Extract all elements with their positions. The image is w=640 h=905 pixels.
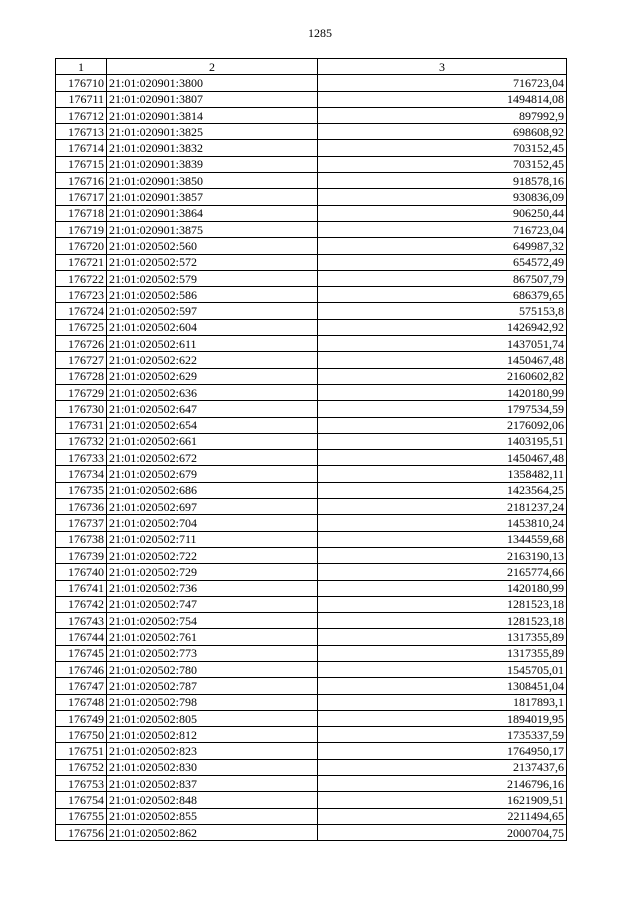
row-number-cell: 176744 — [56, 629, 107, 645]
value-cell: 703152,45 — [318, 140, 567, 156]
row-number-cell: 176715 — [56, 156, 107, 172]
cadastral-number-cell: 21:01:020502:837 — [107, 776, 318, 792]
table-row — [56, 547, 567, 563]
cadastral-number-cell: 21:01:020901:3875 — [107, 221, 318, 237]
table-row — [56, 694, 567, 710]
table-row — [56, 645, 567, 661]
value-cell: 1426942,92 — [318, 319, 567, 335]
table-row — [56, 368, 567, 384]
table-row — [56, 417, 567, 433]
table-row — [56, 140, 567, 156]
row-number-cell: 176753 — [56, 776, 107, 792]
value-cell: 2146796,16 — [318, 776, 567, 792]
row-number-cell: 176754 — [56, 792, 107, 808]
table-row — [56, 401, 567, 417]
table-row — [56, 205, 567, 221]
cadastral-number-cell: 21:01:020502:798 — [107, 694, 318, 710]
table-row — [56, 270, 567, 286]
value-cell: 2165774,66 — [318, 564, 567, 580]
cadastral-number-cell: 21:01:020502:711 — [107, 531, 318, 547]
table-row — [56, 189, 567, 205]
table-row — [56, 499, 567, 515]
value-cell: 703152,45 — [318, 156, 567, 172]
value-cell: 1797534,59 — [318, 401, 567, 417]
table-row — [56, 254, 567, 270]
row-number-cell: 176722 — [56, 270, 107, 286]
value-cell: 716723,04 — [318, 75, 567, 91]
row-number-cell: 176729 — [56, 384, 107, 400]
value-cell: 1308451,04 — [318, 678, 567, 694]
value-cell: 2160602,82 — [318, 368, 567, 384]
row-number-cell: 176720 — [56, 238, 107, 254]
row-number-cell: 176735 — [56, 482, 107, 498]
cadastral-number-cell: 21:01:020901:3800 — [107, 75, 318, 91]
cadastral-number-cell: 21:01:020502:747 — [107, 596, 318, 612]
cadastral-number-cell: 21:01:020502:761 — [107, 629, 318, 645]
table-row — [56, 727, 567, 743]
table-row — [56, 743, 567, 759]
table-row — [56, 759, 567, 775]
cadastral-number-cell: 21:01:020901:3814 — [107, 107, 318, 123]
row-number-cell: 176743 — [56, 613, 107, 629]
row-number-cell: 176751 — [56, 743, 107, 759]
cadastral-number-cell: 21:01:020502:586 — [107, 287, 318, 303]
value-cell: 918578,16 — [318, 173, 567, 189]
row-number-cell: 176717 — [56, 189, 107, 205]
cadastral-number-cell: 21:01:020502:622 — [107, 352, 318, 368]
table-row — [56, 466, 567, 482]
header-row — [56, 59, 567, 75]
row-number-cell: 176740 — [56, 564, 107, 580]
row-number-cell: 176718 — [56, 205, 107, 221]
row-number-cell: 176756 — [56, 824, 107, 840]
cadastral-number-cell: 21:01:020502:780 — [107, 661, 318, 677]
cadastral-number-cell: 21:01:020502:647 — [107, 401, 318, 417]
table-row — [56, 792, 567, 808]
cadastral-number-cell: 21:01:020502:704 — [107, 515, 318, 531]
cadastral-number-cell: 21:01:020502:672 — [107, 450, 318, 466]
table-row — [56, 124, 567, 140]
value-cell: 1894019,95 — [318, 710, 567, 726]
data-table — [55, 58, 567, 841]
row-number-cell: 176750 — [56, 727, 107, 743]
cadastral-number-cell: 21:01:020502:823 — [107, 743, 318, 759]
column-header-1: 1 — [56, 59, 107, 75]
row-number-cell: 176721 — [56, 254, 107, 270]
value-cell: 1281523,18 — [318, 596, 567, 612]
table-row — [56, 319, 567, 335]
value-cell: 1423564,25 — [318, 482, 567, 498]
row-number-cell: 176755 — [56, 808, 107, 824]
value-cell: 2181237,24 — [318, 499, 567, 515]
cadastral-number-cell: 21:01:020502:736 — [107, 580, 318, 596]
cadastral-number-cell: 21:01:020502:560 — [107, 238, 318, 254]
row-number-cell: 176712 — [56, 107, 107, 123]
cadastral-number-cell: 21:01:020502:629 — [107, 368, 318, 384]
row-number-cell: 176736 — [56, 499, 107, 515]
value-cell: 2000704,75 — [318, 824, 567, 840]
cadastral-number-cell: 21:01:020502:611 — [107, 336, 318, 352]
table-row — [56, 661, 567, 677]
row-number-cell: 176739 — [56, 547, 107, 563]
table-row — [56, 336, 567, 352]
value-cell: 897992,9 — [318, 107, 567, 123]
value-cell: 1817893,1 — [318, 694, 567, 710]
value-cell: 1450467,48 — [318, 352, 567, 368]
cadastral-number-cell: 21:01:020502:848 — [107, 792, 318, 808]
cadastral-number-cell: 21:01:020502:636 — [107, 384, 318, 400]
value-cell: 1420180,99 — [318, 384, 567, 400]
page-number: 1285 — [308, 26, 332, 40]
row-number-cell: 176711 — [56, 91, 107, 107]
cadastral-number-cell: 21:01:020502:773 — [107, 645, 318, 661]
table-row — [56, 107, 567, 123]
cadastral-number-cell: 21:01:020901:3864 — [107, 205, 318, 221]
cadastral-number-cell: 21:01:020502:729 — [107, 564, 318, 580]
cadastral-number-cell: 21:01:020901:3807 — [107, 91, 318, 107]
row-number-cell: 176724 — [56, 303, 107, 319]
table-row — [56, 678, 567, 694]
cadastral-number-cell: 21:01:020901:3832 — [107, 140, 318, 156]
row-number-cell: 176747 — [56, 678, 107, 694]
value-cell: 1450467,48 — [318, 450, 567, 466]
table-row — [56, 303, 567, 319]
row-number-cell: 176733 — [56, 450, 107, 466]
cadastral-number-cell: 21:01:020502:679 — [107, 466, 318, 482]
value-cell: 716723,04 — [318, 221, 567, 237]
cadastral-number-cell: 21:01:020502:654 — [107, 417, 318, 433]
cadastral-number-cell: 21:01:020502:862 — [107, 824, 318, 840]
table-row — [56, 808, 567, 824]
cadastral-number-cell: 21:01:020901:3839 — [107, 156, 318, 172]
row-number-cell: 176731 — [56, 417, 107, 433]
value-cell: 867507,79 — [318, 270, 567, 286]
cadastral-number-cell: 21:01:020901:3857 — [107, 189, 318, 205]
table-row — [56, 156, 567, 172]
table-row — [56, 450, 567, 466]
value-cell: 1317355,89 — [318, 645, 567, 661]
row-number-cell: 176738 — [56, 531, 107, 547]
table-row — [56, 776, 567, 792]
row-number-cell: 176732 — [56, 433, 107, 449]
table-row — [56, 352, 567, 368]
cadastral-number-cell: 21:01:020502:830 — [107, 759, 318, 775]
table-row — [56, 564, 567, 580]
cadastral-number-cell: 21:01:020502:805 — [107, 710, 318, 726]
value-cell: 575153,8 — [318, 303, 567, 319]
column-header-2: 2 — [107, 59, 318, 75]
value-cell: 1403195,51 — [318, 433, 567, 449]
cadastral-number-cell: 21:01:020502:579 — [107, 270, 318, 286]
value-cell: 698608,92 — [318, 124, 567, 140]
cadastral-number-cell: 21:01:020901:3825 — [107, 124, 318, 140]
column-header-3: 3 — [318, 59, 567, 75]
value-cell: 930836,09 — [318, 189, 567, 205]
row-number-cell: 176749 — [56, 710, 107, 726]
value-cell: 1735337,59 — [318, 727, 567, 743]
table-row — [56, 580, 567, 596]
row-number-cell: 176752 — [56, 759, 107, 775]
row-number-cell: 176726 — [56, 336, 107, 352]
cadastral-number-cell: 21:01:020502:787 — [107, 678, 318, 694]
row-number-cell: 176727 — [56, 352, 107, 368]
value-cell: 649987,32 — [318, 238, 567, 254]
value-cell: 1437051,74 — [318, 336, 567, 352]
row-number-cell: 176723 — [56, 287, 107, 303]
table-row — [56, 384, 567, 400]
cadastral-number-cell: 21:01:020502:697 — [107, 499, 318, 515]
table-row — [56, 221, 567, 237]
row-number-cell: 176737 — [56, 515, 107, 531]
table-row — [56, 173, 567, 189]
row-number-cell: 176748 — [56, 694, 107, 710]
cadastral-number-cell: 21:01:020901:3850 — [107, 173, 318, 189]
cadastral-number-cell: 21:01:020502:686 — [107, 482, 318, 498]
table-row — [56, 91, 567, 107]
table-row — [56, 238, 567, 254]
table-row — [56, 824, 567, 840]
cadastral-number-cell: 21:01:020502:855 — [107, 808, 318, 824]
cadastral-number-cell: 21:01:020502:754 — [107, 613, 318, 629]
table-row — [56, 613, 567, 629]
row-number-cell: 176742 — [56, 596, 107, 612]
row-number-cell: 176745 — [56, 645, 107, 661]
value-cell: 2163190,13 — [318, 547, 567, 563]
table-row — [56, 482, 567, 498]
value-cell: 1358482,11 — [318, 466, 567, 482]
value-cell: 1764950,17 — [318, 743, 567, 759]
table-row — [56, 710, 567, 726]
value-cell: 1621909,51 — [318, 792, 567, 808]
row-number-cell: 176728 — [56, 368, 107, 384]
row-number-cell: 176713 — [56, 124, 107, 140]
table-row — [56, 433, 567, 449]
table-row — [56, 629, 567, 645]
row-number-cell: 176714 — [56, 140, 107, 156]
cadastral-number-cell: 21:01:020502:722 — [107, 547, 318, 563]
table-row — [56, 75, 567, 91]
row-number-cell: 176741 — [56, 580, 107, 596]
value-cell: 906250,44 — [318, 205, 567, 221]
table-body — [56, 75, 567, 841]
cadastral-number-cell: 21:01:020502:572 — [107, 254, 318, 270]
cadastral-number-cell: 21:01:020502:661 — [107, 433, 318, 449]
value-cell: 1317355,89 — [318, 629, 567, 645]
row-number-cell: 176719 — [56, 221, 107, 237]
row-number-cell: 176716 — [56, 173, 107, 189]
value-cell: 2176092,06 — [318, 417, 567, 433]
row-number-cell: 176734 — [56, 466, 107, 482]
table-row — [56, 515, 567, 531]
value-cell: 1545705,01 — [318, 661, 567, 677]
value-cell: 1420180,99 — [318, 580, 567, 596]
row-number-cell: 176730 — [56, 401, 107, 417]
value-cell: 686379,65 — [318, 287, 567, 303]
table-row — [56, 531, 567, 547]
cadastral-number-cell: 21:01:020502:812 — [107, 727, 318, 743]
row-number-cell: 176725 — [56, 319, 107, 335]
table-row — [56, 596, 567, 612]
value-cell: 1494814,08 — [318, 91, 567, 107]
value-cell: 2137437,6 — [318, 759, 567, 775]
value-cell: 1281523,18 — [318, 613, 567, 629]
row-number-cell: 176710 — [56, 75, 107, 91]
value-cell: 654572,49 — [318, 254, 567, 270]
row-number-cell: 176746 — [56, 661, 107, 677]
cadastral-number-cell: 21:01:020502:597 — [107, 303, 318, 319]
table-row — [56, 287, 567, 303]
value-cell: 1453810,24 — [318, 515, 567, 531]
value-cell: 2211494,65 — [318, 808, 567, 824]
value-cell: 1344559,68 — [318, 531, 567, 547]
cadastral-number-cell: 21:01:020502:604 — [107, 319, 318, 335]
